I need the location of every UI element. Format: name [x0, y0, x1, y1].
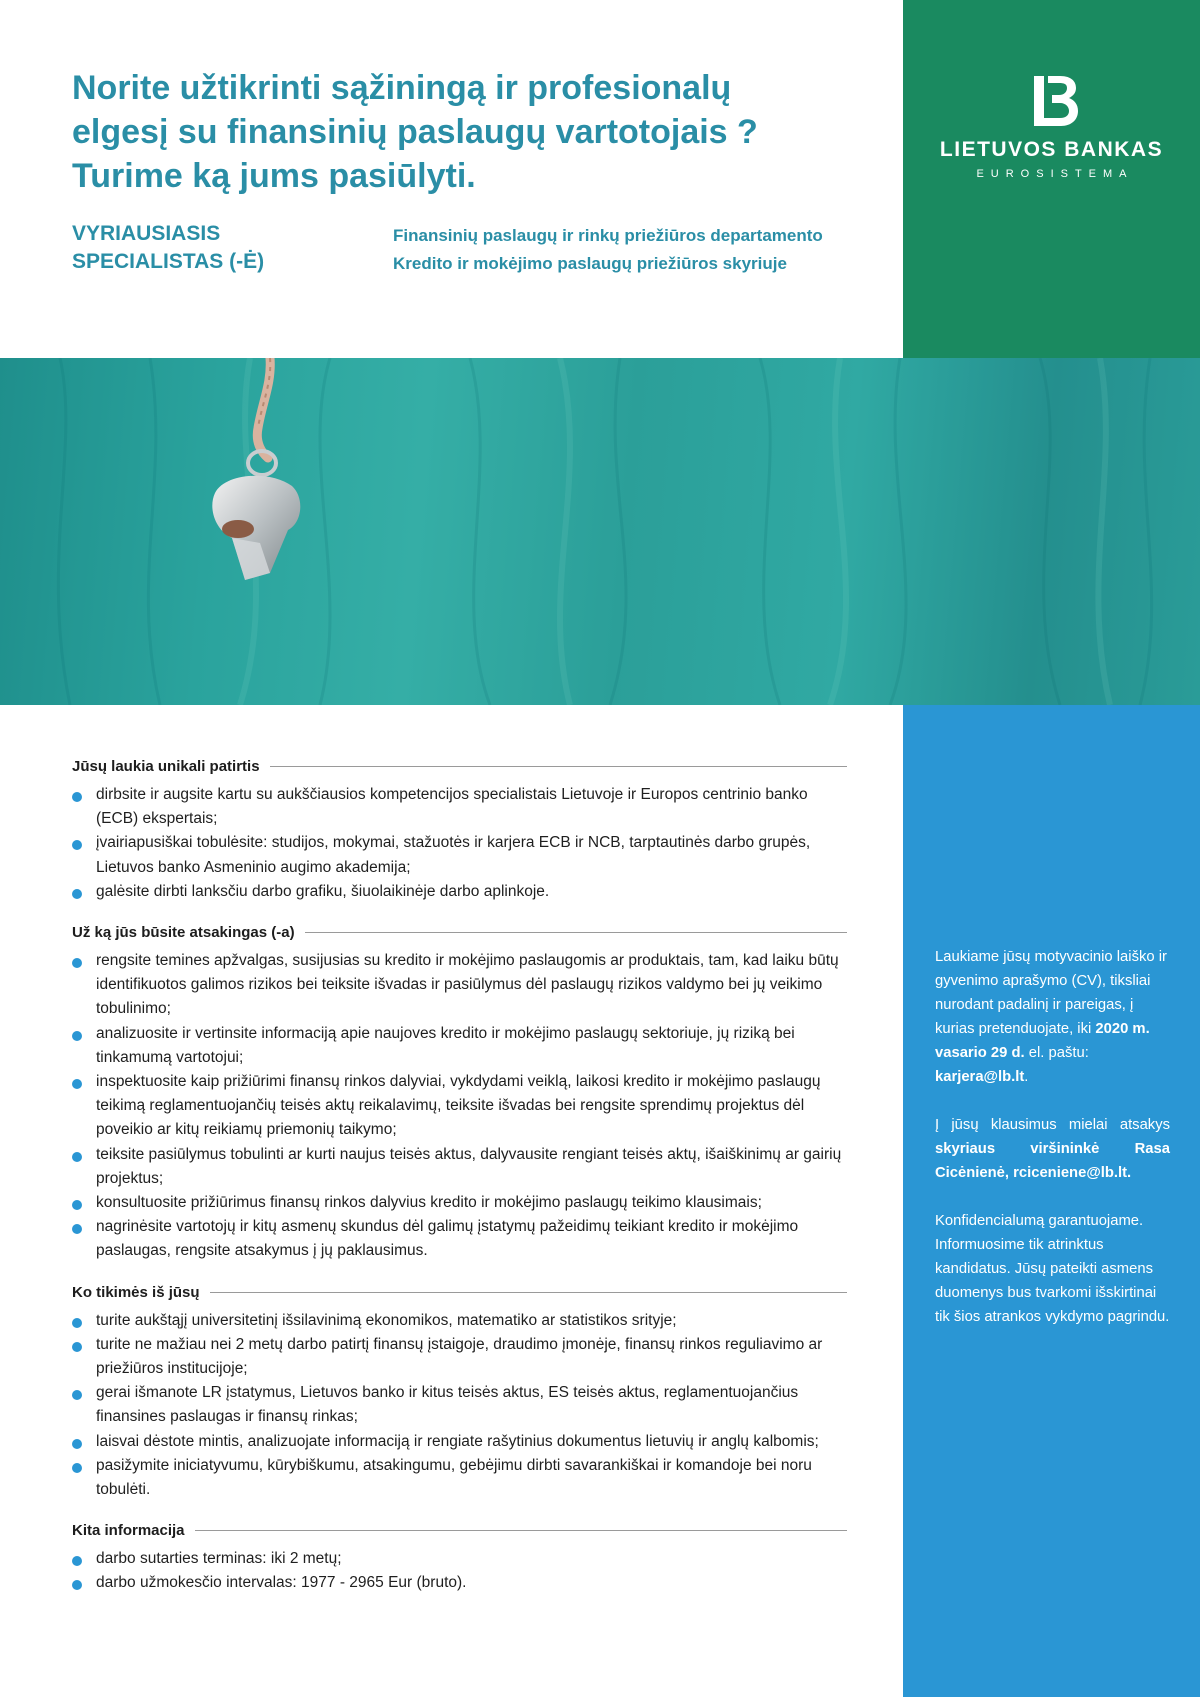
bullet-icon: [72, 840, 82, 850]
section-other-info: [72, 1522, 847, 1595]
list-item: konsultuosite prižiūrimus finansų rinkos dalyvius kredito ir mokėjimo paslaugų teikimo klausimais;: [72, 1191, 847, 1215]
position-line-1: VYRIAUSIASIS: [72, 222, 221, 245]
list-item: rengsite temines apžvalgas, susijusias su kredito ir mokėjimo paslaugomis ar produktais, tam, kad laiku būtų identifikuotos galimos rizikos bei teiksite išvadas ir pasiūlymus dėl paslaugų rizikos valdymo bei jų veikimo tobulinimo;: [72, 949, 847, 1022]
bullet-icon: [72, 1200, 82, 1210]
confidentiality-note: Konfidencialumą garantuojame. Informuosime tik atrinktus kandidatus. Jūsų pateikti asmens duomenys bus tvarkomi išskirtinai tik šios atrankos vykdymo pagrindu.: [935, 1213, 1170, 1325]
list-item: nagrinėsite vartotojų ir kitų asmenų skundus dėl galimų įstatymų pažeidimų teikiant kredito ir mokėjimo paslaugas, rengsite atsakymus į jų paklausimus.: [72, 1215, 847, 1263]
bullet-icon: [72, 1463, 82, 1473]
list-item: turite ne mažiau nei 2 metų darbo patirtį finansų įstaigoje, draudimo įmonėje, finansų rinkos reguliavimo ar priežiūros institucijoje;: [72, 1333, 847, 1381]
bullet-list: [72, 949, 847, 1264]
section-header: [72, 924, 847, 941]
section-expectations: [72, 1284, 847, 1503]
section-title: Jūsų laukia unikali patirtis: [72, 758, 260, 775]
position-title: [72, 220, 372, 276]
bullet-icon: [72, 792, 82, 802]
bullet-icon: [72, 1342, 82, 1352]
section-header: [72, 1284, 847, 1301]
section-experience: [72, 758, 847, 904]
section-title: Ko tikimės iš jūsų: [72, 1283, 200, 1301]
section-header: [72, 758, 847, 775]
list-item: laisvai dėstote mintis, analizuojate informaciją ir rengiate rašytinius dokumentus lietuvių ir anglų kalbomis;: [72, 1430, 847, 1454]
logo: [903, 72, 1200, 180]
list-item: analizuosite ir vertinsite informaciją apie naujoves kredito ir mokėjimo paslaugų sektoriuje, jų riziką bei tinkamumą vartotojui;: [72, 1022, 847, 1070]
page-headline: Norite užtikrinti sąžiningą ir profesionalų elgesį su finansinių paslaugų vartotojais ? Turime ką jums pasiūlyti.: [72, 69, 758, 195]
department-line-1: Finansinių paslaugų ir rinkų priežiūros departamento: [393, 226, 823, 245]
bullet-icon: [72, 1580, 82, 1590]
section-divider: [305, 932, 847, 933]
list-item: teiksite pasiūlymus tobulinti ar kurti naujus teisės aktus, dalyvausite rengiant teisės aktų, išaiškinimų ar gairių projektus;: [72, 1143, 847, 1191]
deadline: 2020 m. vasario 29 d.: [935, 1021, 1150, 1061]
bullet-icon: [72, 1152, 82, 1162]
contact-person[interactable]: skyriaus viršininkė Rasa Cicėnienė, rciceniene@lb.lt.: [935, 1141, 1170, 1181]
logo-name: LIETUVOS BANKAS: [939, 138, 1164, 161]
whistle-photo: [0, 358, 1200, 705]
position-line-2: SPECIALISTAS (-Ė): [72, 250, 265, 273]
bullet-icon: [72, 1556, 82, 1566]
whistle-photo-illustration: [0, 358, 1200, 705]
bullet-list: [72, 1547, 847, 1595]
section-title: Kita informacija: [72, 1522, 185, 1540]
list-item: gerai išmanote LR įstatymus, Lietuvos banko ir kitus teisės aktus, ES teisės aktus, reglamentuojančius finansines paslaugas ir finansų rinkas;: [72, 1381, 847, 1429]
bullet-list: [72, 783, 847, 904]
list-item: turite aukštąjį universitetinį išsilavinimą ekonomikos, matematiko ar statistikos srityje;: [72, 1309, 847, 1333]
department-name: [393, 222, 893, 278]
section-responsibilities: [72, 924, 847, 1264]
sidebar-text: [935, 945, 1170, 1353]
department-line-2: Kredito ir mokėjimo paslaugų priežiūros skyriuje: [393, 254, 787, 273]
bullet-icon: [72, 889, 82, 899]
bullet-icon: [72, 1031, 82, 1041]
section-title: Už ką jūs būsite atsakingas (-a): [72, 924, 295, 942]
bullet-icon: [72, 1224, 82, 1234]
bullet-icon: [72, 1079, 82, 1089]
list-item: darbo sutarties terminas: iki 2 metų;: [72, 1547, 847, 1571]
list-item: dirbsite ir augsite kartu su aukščiausios kompetencijos specialistais Lietuvoje ir Europos centrinio banko (ECB) ekspertais;: [72, 783, 847, 831]
apply-instructions: Laukiame jūsų motyvacinio laiško ir gyvenimo aprašymo (CV), tiksliai nurodant padalinį ir pareigas, į kurias pretenduojate, iki 2020 m. vasario 29 d. el. paštu: karjera@lb.lt.: [935, 949, 1167, 1085]
bullet-list: [72, 1309, 847, 1503]
list-item: pasižymite iniciatyvumu, kūrybiškumu, atsakingumu, gebėjimu dirbti savarankiškai ir komandoje bei noru tobulėti.: [72, 1454, 847, 1502]
logo-subtitle: EUROSISTEMA: [976, 168, 1134, 180]
bullet-icon: [72, 1318, 82, 1328]
contact-info: Į jūsų klausimus mielai atsakys skyriaus viršininkė Rasa Cicėnienė, rciceniene@lb.lt.: [935, 1117, 1170, 1181]
bullet-icon: [72, 958, 82, 968]
section-divider: [210, 1292, 847, 1293]
bullet-icon: [72, 1439, 82, 1449]
list-item: galėsite dirbti lanksčiu darbo grafiku, šiuolaikinėje darbo aplinkoje.: [72, 880, 847, 904]
main-content: [72, 758, 847, 1616]
list-item: darbo užmokesčio intervalas: 1977 - 2965 Eur (bruto).: [72, 1571, 847, 1595]
section-header: [72, 1522, 847, 1539]
lb-logo-icon: [1024, 72, 1080, 130]
bullet-icon: [72, 1390, 82, 1400]
apply-email-link[interactable]: karjera@lb.lt: [935, 1069, 1025, 1085]
list-item: įvairiapusiškai tobulėsite: studijos, mokymai, stažuotės ir karjera ECB ir NCB, tarptautinės darbo grupės, Lietuvos banko Asmeninio augimo akademija;: [72, 831, 847, 879]
section-divider: [270, 766, 847, 767]
section-divider: [195, 1530, 847, 1531]
list-item: inspektuosite kaip prižiūrimi finansų rinkos dalyviai, vykdydami veiklą, laikosi kredito ir mokėjimo paslaugų teikimą reglamentuojančių teisės aktų reikalavimų, teiksite išvadas bei rengsite sprendimų projektus dėl poveikio ar kitų reikiamų priemonių taikymo;: [72, 1070, 847, 1143]
